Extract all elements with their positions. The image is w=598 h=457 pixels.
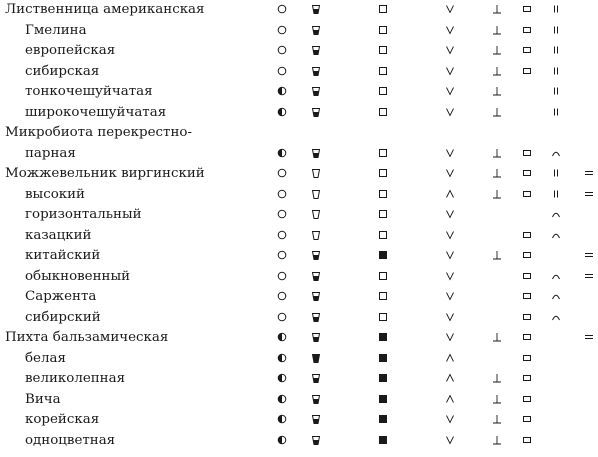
square-empty-icon: [373, 287, 393, 307]
perpendicular-icon: [487, 185, 507, 205]
glass-half-icon: [306, 328, 326, 348]
sun-open-icon: [272, 164, 292, 184]
half-shade-icon: [272, 328, 292, 348]
v-down-icon: [440, 82, 460, 102]
equals-icon: [579, 164, 598, 184]
v-down-icon: [440, 410, 460, 430]
table-row: [0, 185, 598, 206]
half-shade-icon: [272, 103, 292, 123]
half-shade-icon: [272, 82, 292, 102]
species-name: европейская: [25, 43, 116, 58]
glass-half-icon: [306, 62, 326, 82]
arc-icon: [546, 205, 566, 225]
small-box-icon: [517, 41, 537, 61]
table-row: [0, 410, 598, 431]
small-box-icon: [517, 62, 537, 82]
species-name: Саржента: [25, 289, 97, 304]
square-empty-icon: [373, 0, 393, 20]
v-up-icon: [440, 369, 460, 389]
species-name: высокий: [25, 186, 85, 202]
glass-empty-icon: [306, 185, 326, 205]
glass-half-icon: [306, 0, 326, 20]
v-down-icon: [440, 62, 460, 82]
glass-half-icon: [306, 82, 326, 102]
square-filled-icon: [373, 410, 393, 430]
small-box-icon: [517, 287, 537, 307]
table-row: [0, 144, 598, 165]
square-empty-icon: [373, 144, 393, 164]
square-empty-icon: [373, 82, 393, 102]
square-filled-icon: [373, 349, 393, 369]
arc-icon: [546, 267, 566, 287]
sun-open-icon: [272, 62, 292, 82]
v-down-icon: [440, 41, 460, 61]
v-down-icon: [440, 144, 460, 164]
species-name: китайский: [25, 248, 101, 263]
perpendicular-icon: [487, 144, 507, 164]
v-down-icon: [440, 246, 460, 266]
perpendicular-icon: [487, 431, 507, 451]
glass-half-icon: [306, 390, 326, 410]
arc-icon: [546, 308, 566, 328]
table-row: [0, 205, 598, 226]
half-shade-icon: [272, 144, 292, 164]
table-row: [0, 369, 598, 390]
species-name: белая: [25, 350, 66, 366]
v-down-icon: [440, 328, 460, 348]
sun-open-icon: [272, 21, 292, 41]
square-empty-icon: [373, 267, 393, 287]
v-down-icon: [440, 287, 460, 307]
double-bar-icon: [546, 41, 566, 61]
half-shade-icon: [272, 431, 292, 451]
small-box-icon: [517, 349, 537, 369]
square-empty-icon: [373, 226, 393, 246]
species-name: Лиственница американская: [5, 2, 205, 17]
perpendicular-icon: [487, 328, 507, 348]
species-name: великолепная: [25, 371, 126, 386]
small-box-icon: [517, 21, 537, 41]
arc-icon: [546, 226, 566, 246]
perpendicular-icon: [487, 246, 507, 266]
table-row: [0, 226, 598, 247]
v-down-icon: [440, 267, 460, 287]
species-name: Гмелина: [25, 22, 87, 38]
double-bar-icon: [546, 62, 566, 82]
double-bar-icon: [546, 185, 566, 205]
table-row: [0, 164, 598, 185]
table-row: [0, 82, 598, 103]
v-down-icon: [440, 103, 460, 123]
equals-icon: [579, 328, 598, 348]
species-name: казацкий: [25, 227, 92, 243]
sun-open-icon: [272, 287, 292, 307]
equals-icon: [579, 185, 598, 205]
v-down-icon: [440, 21, 460, 41]
species-name: сибирский: [25, 309, 101, 325]
square-empty-icon: [373, 62, 393, 82]
glass-half-icon: [306, 41, 326, 61]
square-empty-icon: [373, 21, 393, 41]
species-name: Микробиота перекрестно-: [5, 125, 192, 140]
double-bar-icon: [546, 0, 566, 20]
glass-half-icon: [306, 369, 326, 389]
perpendicular-icon: [487, 62, 507, 82]
small-box-icon: [517, 390, 537, 410]
v-up-icon: [440, 390, 460, 410]
perpendicular-icon: [487, 164, 507, 184]
double-bar-icon: [546, 164, 566, 184]
sun-open-icon: [272, 226, 292, 246]
glass-half-icon: [306, 308, 326, 328]
v-down-icon: [440, 0, 460, 20]
perpendicular-icon: [487, 41, 507, 61]
sun-open-icon: [272, 205, 292, 225]
v-down-icon: [440, 308, 460, 328]
equals-icon: [579, 267, 598, 287]
species-name: одноцветная: [25, 432, 116, 448]
square-filled-icon: [373, 328, 393, 348]
table-row: [0, 308, 598, 329]
glass-half-icon: [306, 287, 326, 307]
glass-empty-icon: [306, 205, 326, 225]
species-name: Пихта бальзамическая: [5, 330, 169, 345]
square-empty-icon: [373, 164, 393, 184]
glass-half-icon: [306, 431, 326, 451]
glass-full-icon: [306, 349, 326, 369]
v-down-icon: [440, 431, 460, 451]
species-name: корейская: [25, 412, 100, 427]
half-shade-icon: [272, 369, 292, 389]
sun-open-icon: [272, 267, 292, 287]
square-empty-icon: [373, 308, 393, 328]
arc-icon: [546, 287, 566, 307]
square-empty-icon: [373, 205, 393, 225]
small-box-icon: [517, 410, 537, 430]
half-shade-icon: [272, 349, 292, 369]
square-empty-icon: [373, 185, 393, 205]
glass-empty-icon: [306, 226, 326, 246]
glass-half-icon: [306, 144, 326, 164]
perpendicular-icon: [487, 0, 507, 20]
species-name: Можжевельник виргинский: [5, 166, 205, 181]
small-box-icon: [517, 226, 537, 246]
table-row: [0, 246, 598, 267]
species-name: сибирская: [25, 63, 100, 79]
table-row: [0, 62, 598, 83]
table-row: [0, 431, 598, 452]
perpendicular-icon: [487, 369, 507, 389]
double-bar-icon: [546, 82, 566, 102]
half-shade-icon: [272, 410, 292, 430]
table-row: [0, 328, 598, 349]
table-row: [0, 267, 598, 288]
small-box-icon: [517, 328, 537, 348]
v-up-icon: [440, 185, 460, 205]
small-box-icon: [517, 308, 537, 328]
perpendicular-icon: [487, 82, 507, 102]
square-filled-icon: [373, 246, 393, 266]
half-shade-icon: [272, 390, 292, 410]
perpendicular-icon: [487, 390, 507, 410]
table-row: [0, 41, 598, 62]
small-box-icon: [517, 431, 537, 451]
species-name: горизонтальный: [25, 207, 142, 222]
species-name: широкочешуйчатая: [25, 104, 167, 120]
arc-icon: [546, 144, 566, 164]
table-row: [0, 349, 598, 370]
square-filled-icon: [373, 431, 393, 451]
table-row: [0, 0, 598, 21]
species-name: парная: [25, 145, 76, 161]
table-row: [0, 21, 598, 42]
small-box-icon: [517, 0, 537, 20]
glass-half-icon: [306, 410, 326, 430]
small-box-icon: [517, 185, 537, 205]
sun-open-icon: [272, 308, 292, 328]
table-row: [0, 103, 598, 124]
glass-half-icon: [306, 103, 326, 123]
double-bar-icon: [546, 103, 566, 123]
species-name: Вича: [25, 391, 61, 407]
table-row: [0, 390, 598, 411]
square-empty-icon: [373, 103, 393, 123]
glass-half-icon: [306, 246, 326, 266]
sun-open-icon: [272, 0, 292, 20]
glass-empty-icon: [306, 164, 326, 184]
perpendicular-icon: [487, 103, 507, 123]
glass-half-icon: [306, 21, 326, 41]
table-row: [0, 287, 598, 308]
small-box-icon: [517, 267, 537, 287]
species-name: обыкновенный: [25, 268, 131, 284]
small-box-icon: [517, 369, 537, 389]
v-down-icon: [440, 164, 460, 184]
sun-open-icon: [272, 246, 292, 266]
square-empty-icon: [373, 41, 393, 61]
small-box-icon: [517, 164, 537, 184]
sun-open-icon: [272, 41, 292, 61]
small-box-icon: [517, 144, 537, 164]
glass-half-icon: [306, 267, 326, 287]
species-name: тонкочешуйчатая: [25, 84, 153, 99]
perpendicular-icon: [487, 21, 507, 41]
square-filled-icon: [373, 369, 393, 389]
sun-open-icon: [272, 185, 292, 205]
v-up-icon: [440, 349, 460, 369]
small-box-icon: [517, 246, 537, 266]
v-down-icon: [440, 205, 460, 225]
equals-icon: [579, 246, 598, 266]
double-bar-icon: [546, 21, 566, 41]
v-down-icon: [440, 226, 460, 246]
square-filled-icon: [373, 390, 393, 410]
table-row: [0, 123, 598, 144]
perpendicular-icon: [487, 410, 507, 430]
